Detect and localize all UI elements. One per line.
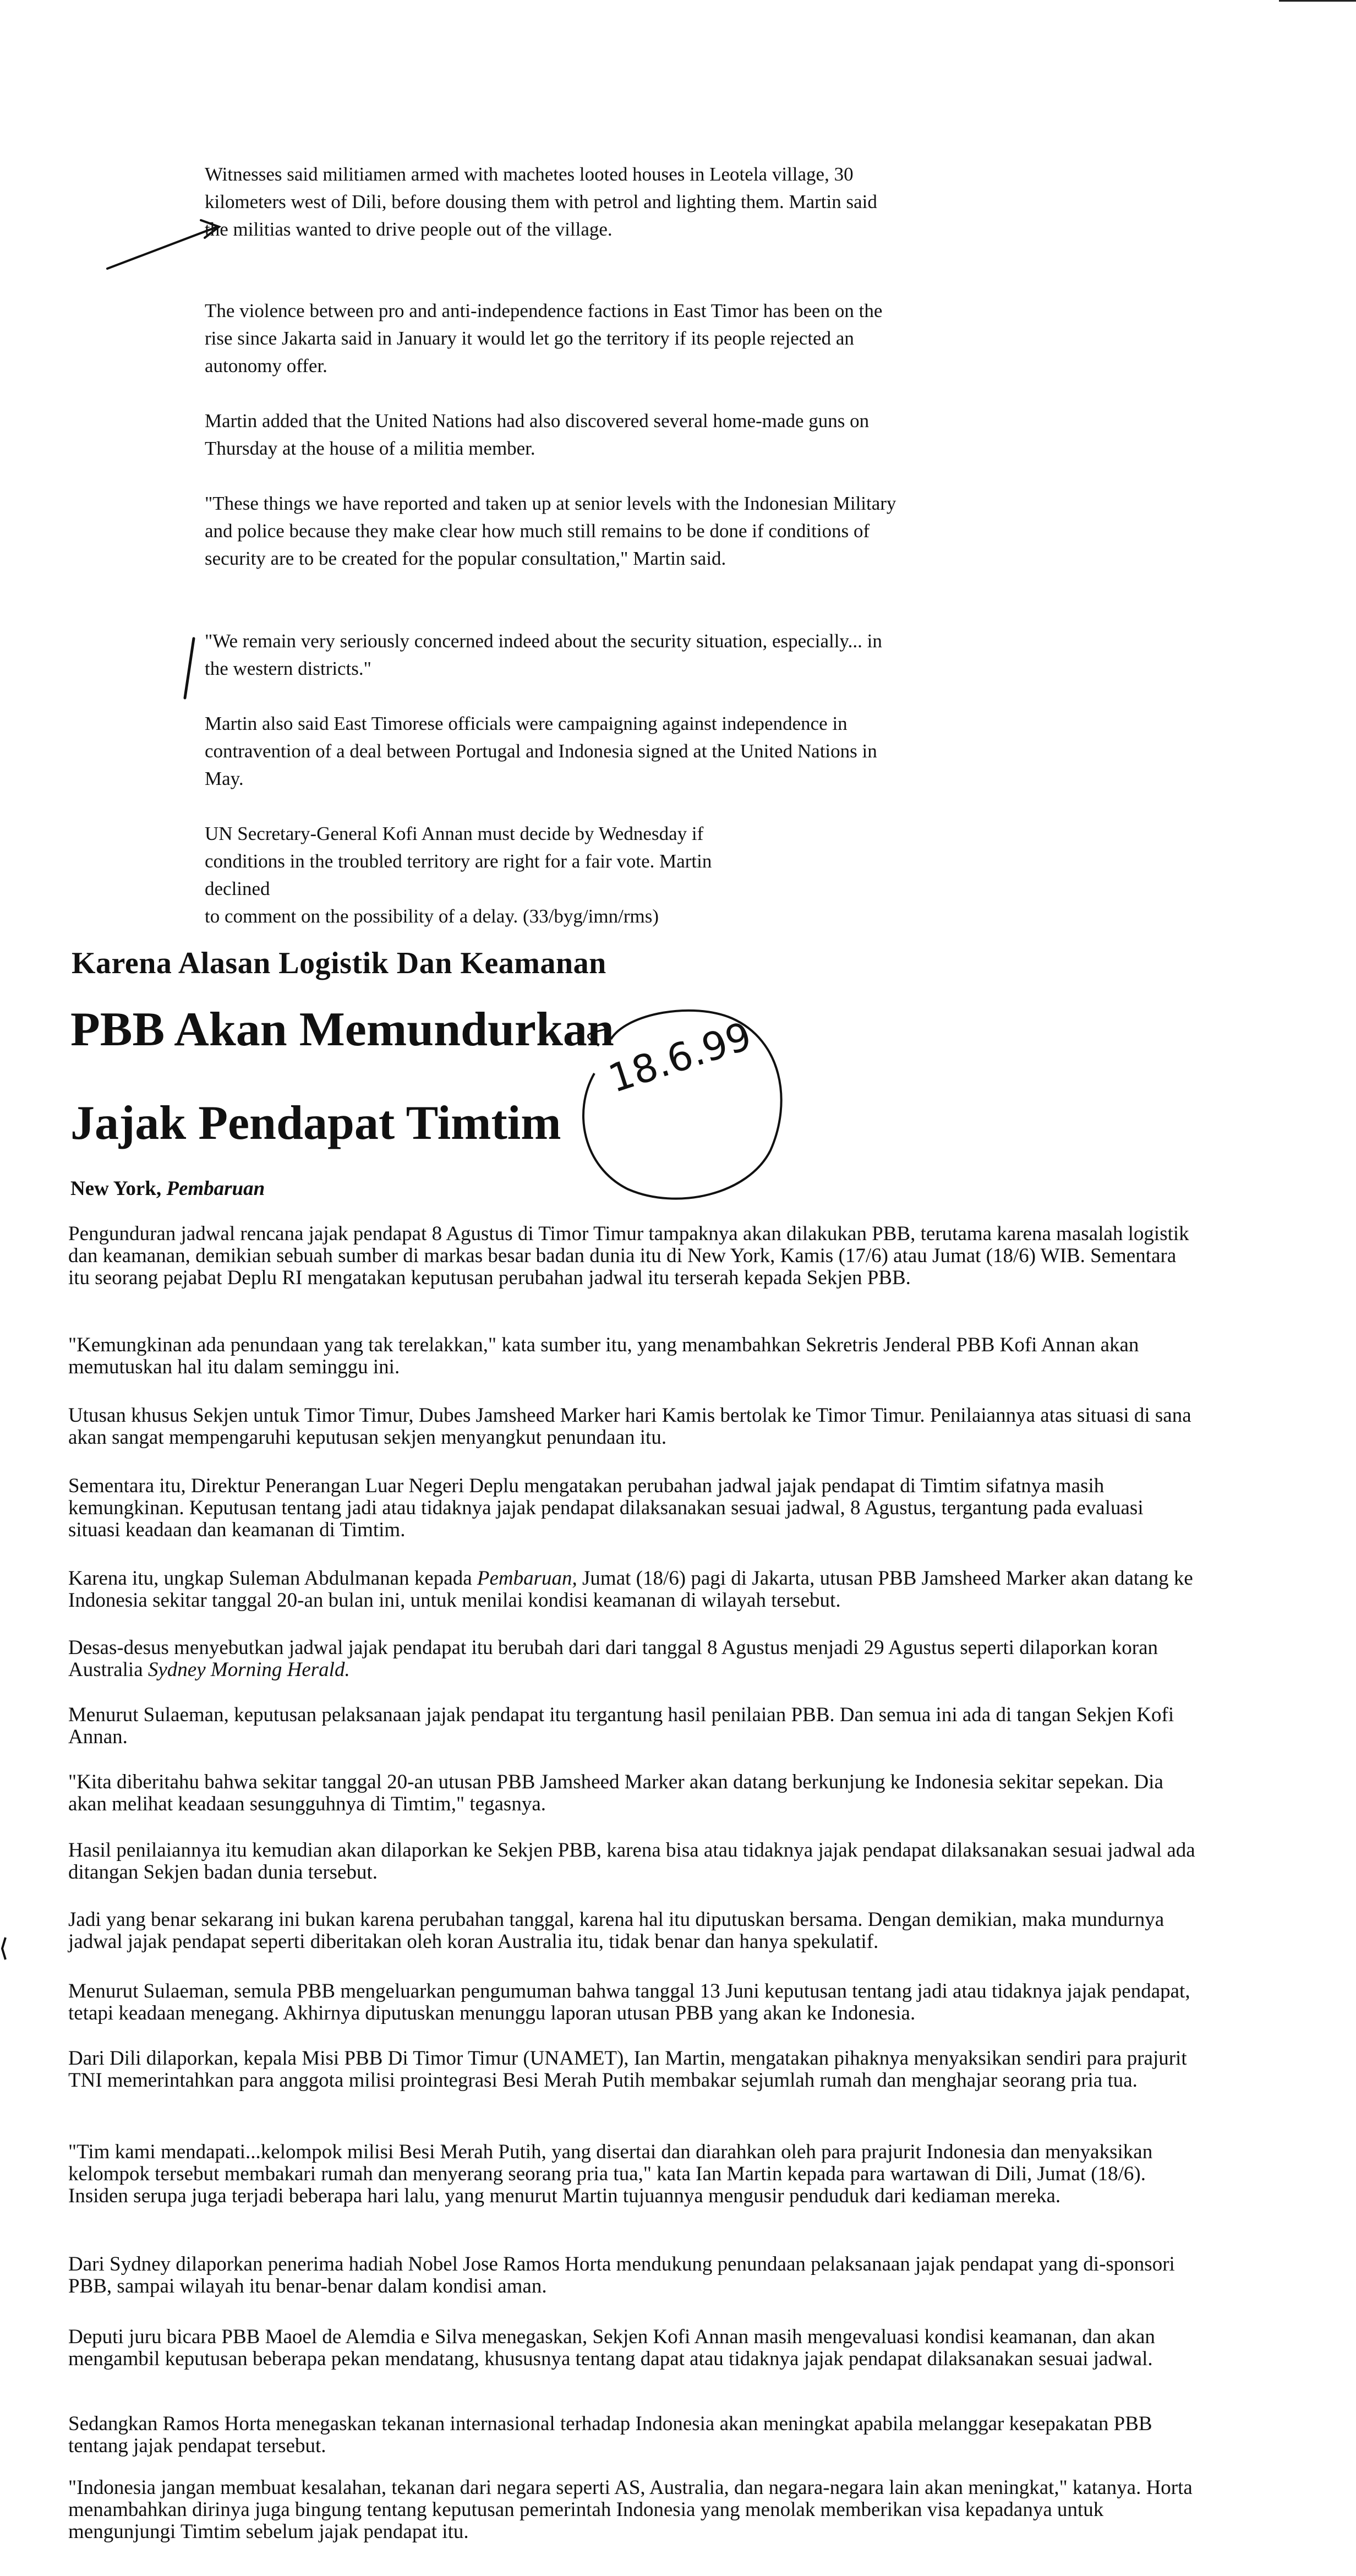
english-paragraph-3: Martin added that the United Nations had also discovered several home-made guns on Thursday at the house of a militia member. bbox=[205, 410, 870, 459]
p5-before: Karena itu, ungkap Suleman Abdulmanan kepada bbox=[68, 1567, 472, 1590]
p6-before: Desas-desus menyebutkan jadwal jajak pendapat itu berubah dari dari tanggal 8 Agustus menjadi 29 Agustus seperti dilaporkan koran Australia bbox=[68, 1636, 1158, 1681]
hand-connector-line bbox=[588, 1029, 605, 1046]
article-paragraph-10: Jadi yang benar sekarang ini bukan karena perubahan tanggal, karena hal itu diputuskan bersama. Dengan demikian, maka mundurnya jadwal jajak pendapat seperti diberitakan oleh koran Australia itu, tidak benar dan hanya spekulatif. bbox=[68, 1908, 1164, 1953]
article-paragraph-2: "Kemungkinan ada penundaan yang tak terelakkan," kata sumber itu, yang menambahkan Sekretris Jenderal PBB Kofi Annan akan memutuskan hal itu dalam seminggu ini. bbox=[68, 1334, 1139, 1378]
english-paragraph-5: "We remain very seriously concerned indeed about the security situation, especially... in the western districts." bbox=[205, 630, 882, 679]
handwritten-date: 18.6.99 bbox=[603, 1013, 757, 1102]
article-paragraph-14: Dari Sydney dilaporkan penerima hadiah Nobel Jose Ramos Horta mendukung penundaan pelaksanaan jajak pendapat yang di-sponsori PBB, sampai wilayah itu benar-benar dalam kondisi aman. bbox=[68, 2253, 1175, 2297]
p6-source: Sydney Morning Herald. bbox=[147, 1658, 350, 1681]
article-paragraph-17: "Indonesia jangan membuat kesalahan, tekanan dari negara seperti AS, Australia, dan negara-negara lain akan meningkat," katanya. Horta menambahkan dirinya juga bingung tentang keputusan pemerintah Indonesia yang menolak memberikan visa kepadanya untuk mengunjungi Timtim sebelum jajak pendapat itu. bbox=[68, 2476, 1193, 2543]
article-paragraph-8: "Kita diberitahu bahwa sekitar tanggal 20-an utusan PBB Jamsheed Marker akan datang berkunjung ke Indonesia sekitar sepekan. Dia akan melihat keadaan sesungguhnya di Timtim," tegasnya. bbox=[68, 1771, 1163, 1815]
english-paragraph-1: Witnesses said militiamen armed with machetes looted houses in Leotela village, 30 kilometers west of Dili, before dousing them with petrol and lighting them. Martin said the militias wanted to drive people out of the village. bbox=[205, 163, 877, 240]
hand-arrow-icon bbox=[107, 220, 219, 269]
dateline-place: New York, bbox=[70, 1177, 162, 1200]
english-paragraph-4: "These things we have reported and taken up at senior levels with the Indonesian Military and police because they make clear how much still remains to be done if conditions of security are to be created for the popular consultation," Martin said. bbox=[205, 493, 896, 569]
headline-line-2: Jajak Pendapat Timtim bbox=[70, 1096, 561, 1150]
english-paragraph-2: The violence between pro and anti-independence factions in East Timor has been on the rise since Jakarta said in January it would let go the territory if its people rejected an autonomy offer. bbox=[205, 300, 883, 376]
p5-after: Jumat (18/6) pagi di Jakarta, utusan PBB Jamsheed Marker akan datang ke Indonesia sekitar tanggal 20-an bulan ini, untuk menilai kondisi keamanan di wilayah tersebut. bbox=[68, 1567, 1193, 1612]
article-paragraph-3: Utusan khusus Sekjen untuk Timor Timur, Dubes Jamsheed Marker hari Kamis bertolak ke Timor Timur. Penilaiannya atas situasi di sana akan sangat mempengaruhi keputusan sekjen menyangkut penundaan itu. bbox=[68, 1404, 1191, 1449]
headline-line-1: PBB Akan Memundurkan bbox=[70, 1003, 614, 1056]
article-paragraph-13: "Tim kami mendapati...kelompok milisi Besi Merah Putih, yang disertai dan diarahkan oleh para prajurit Indonesia dan menyaksikan kelompok tersebut membakari rumah dan menyerang seorang pria tua," kata Ian Martin kepada para wartawan di Dili, Jumat (18/6). Insiden serupa juga terjadi beberapa hari lalu, yang menurut Martin tujuannya mengusir penduduk dari kediaman mereka. bbox=[68, 2141, 1153, 2207]
english-paragraph-6: Martin also said East Timorese officials were campaigning against independence in contravention of a deal between Portugal and Indonesia signed at the United Nations in May. bbox=[205, 713, 877, 789]
article-paragraph-9: Hasil penilaiannya itu kemudian akan dilaporkan ke Sekjen PBB, karena bisa atau tidaknya jajak pendapat dilaksanakan sesuai jadwal ada ditangan Sekjen badan dunia tersebut. bbox=[68, 1839, 1195, 1884]
article-paragraph-1: Pengunduran jadwal rencana jajak pendapat 8 Agustus di Timor Timur tampaknya akan dilakukan PBB, terutama karena masalah logistik dan keamanan, demikian sebuah sumber di markas besar badan dunia itu di New York, Kamis (17/6) atau Jumat (18/6) WIB. Sementara itu seorang pejabat Deplu RI mengatakan keputusan perubahan jadwal itu terserah kepada Sekjen PBB. bbox=[68, 1222, 1189, 1289]
hand-vertical-stroke bbox=[185, 638, 194, 698]
english-p7-line1: UN Secretary-General Kofi Annan must decide by Wednesday if bbox=[205, 823, 704, 844]
article-paragraph-16: Sedangkan Ramos Horta menegaskan tekanan internasional terhadap Indonesia akan meningkat apabila melanggar kesepakatan PBB tentang jajak pendapat tersebut. bbox=[68, 2413, 1152, 2457]
hand-side-bracket bbox=[2, 1938, 6, 1960]
article-paragraph-4: Sementara itu, Direktur Penerangan Luar Negeri Deplu mengatakan perubahan jadwal jajak pendapat di Timtim sifatnya masih kemungkinan. Keputusan tentang jadi atau tidaknya jajak pendapat dilaksanakan sesuai jadwal, 8 Agustus, tergantung pada evaluasi situasi keadaan dan keamanan di Timtim. bbox=[68, 1475, 1144, 1541]
article-paragraph-12: Dari Dili dilaporkan, kepala Misi PBB Di Timor Timur (UNAMET), Ian Martin, mengatakan pihaknya menyaksikan sendiri para prajurit TNI memerintahkan para anggota milisi prointegrasi Besi Merah Putih membakar sejumlah rumah dan menghajar seorang pria tua. bbox=[68, 2047, 1187, 2092]
p5-source: Pembaruan, bbox=[477, 1567, 577, 1590]
article-kicker: Karena Alasan Logistik Dan Keamanan bbox=[72, 946, 606, 980]
article-paragraph-5 bbox=[68, 1568, 1196, 1612]
english-p7-line2: conditions in the troubled territory are right for a fair vote. Martin bbox=[205, 850, 712, 872]
article-paragraph-6 bbox=[68, 1637, 1196, 1681]
english-p7-line4: to comment on the possibility of a delay. (33/byg/imn/rms) bbox=[205, 905, 659, 927]
dateline-source: Pembaruan bbox=[166, 1177, 265, 1200]
english-p7-line3: declined bbox=[205, 878, 270, 899]
article-paragraph-7: Menurut Sulaeman, keputusan pelaksanaan jajak pendapat itu tergantung hasil penilaian PBB. Dan semua ini ada di tangan Sekjen Kofi Annan. bbox=[68, 1704, 1174, 1748]
article-paragraph-15: Deputi juru bicara PBB Maoel de Alemdia e Silva menegaskan, Sekjen Kofi Annan masih mengevaluasi kondisi keamanan, dan akan mengambil keputusan beberapa pekan mendatang, khususnya tentang dapat atau tidaknya jajak pendapat dilaksanakan sesuai jadwal. bbox=[68, 2326, 1155, 2370]
article-paragraph-11: Menurut Sulaeman, semula PBB mengeluarkan pengumuman bahwa tanggal 13 Juni keputusan tentang jadi atau tidaknya jajak pendapat, tetapi keadaan menegang. Akhirnya diputuskan menunggu laporan utusan PBB yang akan ke Indonesia. bbox=[68, 1980, 1190, 2024]
